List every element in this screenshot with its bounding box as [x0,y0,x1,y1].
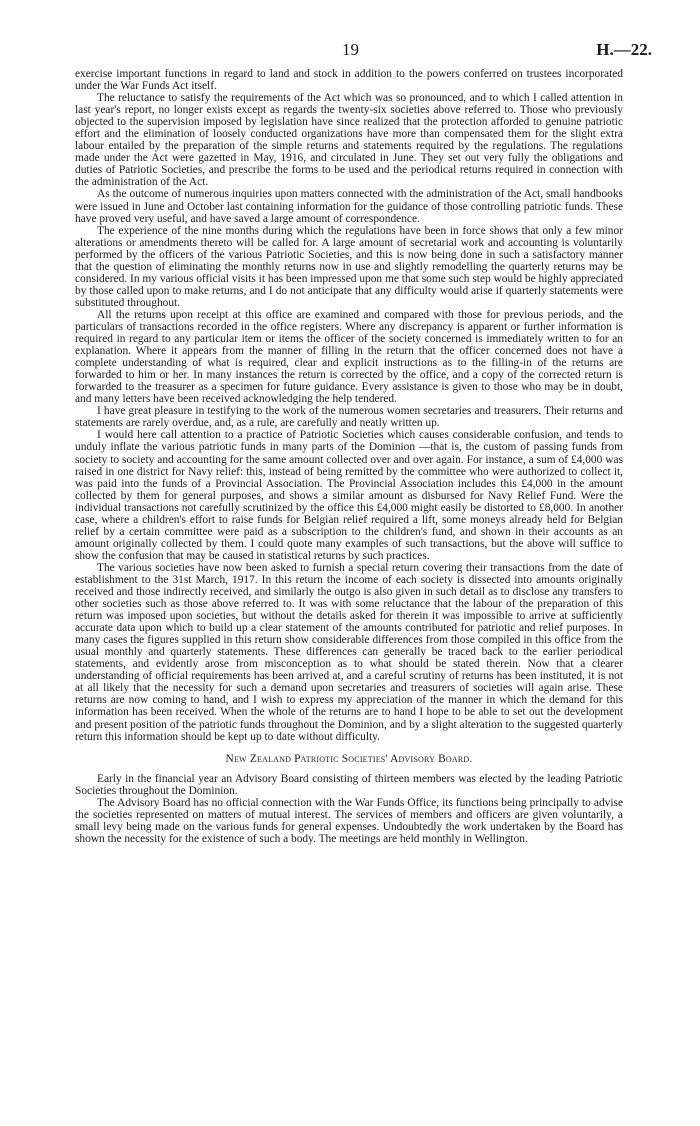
document-reference: H.—22. [596,40,652,59]
paragraph: As the outcome of numerous inquiries upon matters connected with the administration of the Act, small handbooks were issued in June and October last containing information for the guidance of those controlling patriotic funds. These have proved very useful, and have saved a large amount of correspondence. [75,188,623,225]
paragraph: All the returns upon receipt at this office are examined and compared with those for previous periods, and the particulars of transactions recorded in the office registers. Where any discrepancy is apparent or further information is required in regard to any particular item or items the officer of the society concerned is immediately written to for an explanation. Where it appears from the manner of filling in the return that the officer concerned does not have a complete understanding of what is required, clear and explicit instructions as to the filling-in of the returns are forwarded to him or her. In many instances the return is corrected by the office, and a copy of the corrected return is forwarded to the treasurer as a specimen for future guidance. Every assistance is given to those who may be in doubt, and many letters have been received acknowledging the help tendered. [75,308,623,406]
paragraph: I have great pleasure in testifying to the work of the numerous women secretaries and treasurers. Their returns and statements are rarely overdue, and, as a rule, are carefully and neatly written up. [75,405,623,430]
paragraph: exercise important functions in regard to land and stock in addition to the powers conferred on trustees incorporated under the War Funds Act itself. [75,68,623,93]
page-header [0,40,700,64]
paragraph: Early in the financial year an Advisory Board consisting of thirteen members was elected by the leading Patriotic Societies throughout the Dominion. [75,772,623,797]
paragraph: The Advisory Board has no official connection with the War Funds Office, its functions being principally to advise the societies represented on matters of mutual interest. The services of members and officers are given voluntarily, a small levy being made on the various funds for general expenses. Undoubtedly the work undertaken by the Board has shown the necessity for the existence of such a body. The meetings are held monthly in Wellington. [75,796,623,845]
page-number: 19 [342,40,359,59]
paragraph: The reluctance to satisfy the requirements of the Act which was so pronounced, and to which I called attention in last year's report, no longer exists except as regards the twenty-six societies above referred to. Those who previously objected to the supervision imposed by legislation have since realized that the protection afforded to genuine patriotic effort and the elimination of loosely conducted organizations have more than compensated them for the slight extra labour entailed by the preparation of the simple returns and statements required by the regulations. The regulations made under the Act were gazetted in May, 1916, and circulated in June. They set out very fully the obligations and duties of Patriotic Societies, and prescribe the forms to be used and the periodical returns required in connection with the administration of the Act. [75,92,623,189]
section-heading: New Zealand Patriotic Societies' Advisory Board. [225,752,473,765]
paragraph: The experience of the nine months during which the regulations have been in force shows that only a few minor alterations or amendments thereto will be called for. A large amount of secretarial work and accounting is voluntarily performed by the officers of the various Patriotic Societies, and this is now being done in such a satisfactory manner that the question of eliminating the monthly returns now in use and slightly remodelling the quarterly returns may be considered. In my various official visits it has been impressed upon me that some such step would be highly appreciated by those called upon to make returns, and I do not anticipate that any difficulty would arise if quarterly statements were substituted throughout. [75,224,623,309]
paragraph: The various societies have now been asked to furnish a special return covering their transactions from the date of establishment to the 31st March, 1917. In this return the income of each society is dissected into amounts originally received and those indirectly received, and similarly the outgo is also given in such detail as to disclose any transfers to other societies such as those above referred to. It was with some reluctance that the labour of the preparation of this return was imposed upon societies, but without the details asked for therein it was impossible to arrive at sufficiently accurate data upon which to build up a clear statement of the amounts contributed for patriotic and relief purposes. In many cases the figures supplied in this return show considerable differences from those compiled in this office from the usual monthly and quarterly statements. These differences can generally be traced back to the earlier periodical statements, and evidently arose from misconception as to what should be stated therein. Now that a clearer understanding of official requirements has been arrived at, and a careful scrutiny of returns has been instituted, it is not at all likely that the necessity for such a demand upon secretaries and treasurers of societies will again arise. These returns are now coming to hand, and I wish to express my appreciation of the manner in which the demand for this information has been received. When the whole of the returns are to hand I hope to be able to set out the development and present position of the patriotic funds throughout the Dominion, and by a slight alteration to the suggested quarterly return this information should be kept up to date without difficulty. [75,561,623,743]
body-text [75,68,623,845]
paragraph: I would here call attention to a practice of Patriotic Societies which causes considerable confusion, and tends to unduly inflate the various patriotic funds in many parts of the Dominion —that is, the custom of passing funds from society to society and accounting for the same amount collected over and over again. For instance, a sum of £4,000 was raised in one district for Navy relief: this, instead of being remitted by the committee who were authorized to collect it, was paid into the funds of a Provincial Association. The Provincial Association includes this £4,000 in the amount collected by them for general purposes, and shows a similar amount as disbursed for Navy Relief Fund. Were the individual transactions not carefully scrutinized by the office this £4,000 might easily be distorted to £8,000. In another case, where a children's effort to raise funds for Belgian relief required a lift, some moneys already held for Belgian relief by a certain committee were paid as a subscription to the children's fund, and shown in their accounts as an amount originally collected by them. I could quote many examples of such transactions, but the above will suffice to show the confusion that may be caused in statistical returns by such practices. [75,429,623,562]
